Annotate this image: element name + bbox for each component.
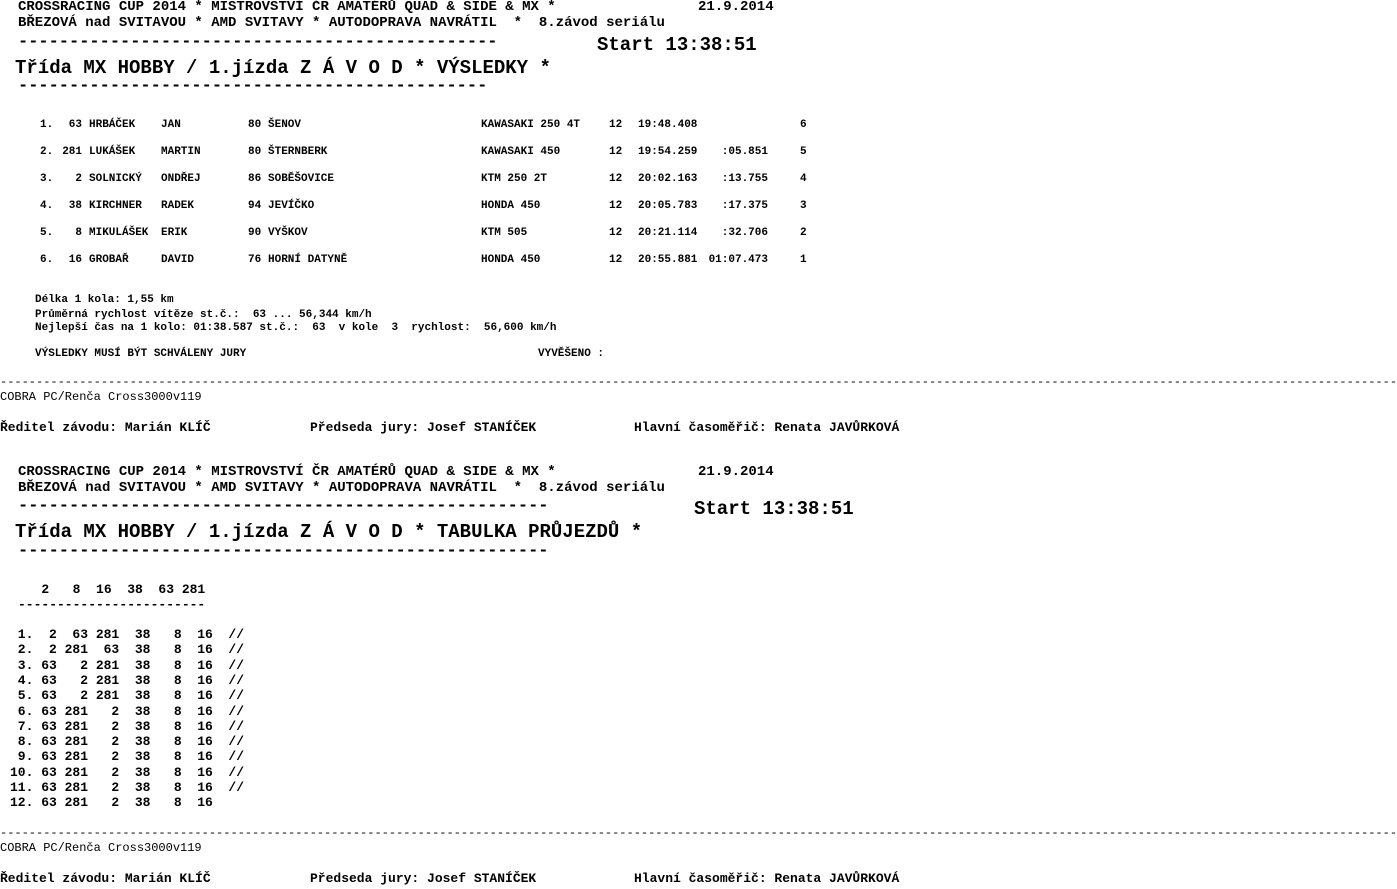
cell-surname: HRBÁČEK [89, 119, 136, 131]
cell-num: 2 [75, 173, 82, 185]
lap-row: 1. 2 63 281 38 8 16 // [10, 627, 245, 642]
cell-time: 20:55.881 [638, 254, 698, 266]
cell-pos: 1. [40, 119, 54, 131]
footer-separator: -------------------------------------------------------------------------------------------------------------------------------------------------------------------------------------------------- [0, 375, 1397, 389]
lap-row: 4. 63 2 281 38 8 16 // [10, 672, 245, 688]
cell-num: 16 [68, 254, 82, 266]
cell-num: 63 [68, 119, 82, 131]
cell-time: 19:54.259 [638, 146, 698, 158]
cell-surname: LUKÁŠEK [89, 146, 136, 158]
cell-gap: :13.755 [721, 173, 768, 185]
cell-surname: GROBAŘ [89, 254, 129, 266]
cell-num: 8 [75, 227, 82, 239]
software-label: COBRA PC/Renča Cross3000v119 [0, 390, 202, 404]
cell-gap: 01:07.473 [708, 254, 768, 266]
cell-name: DAVID [161, 254, 195, 266]
race-director: Ředitel závodu: Marián KLÍČ [0, 871, 211, 886]
cell-laps: 12 [609, 200, 623, 212]
cell-surname: MIKULÁŠEK [89, 227, 149, 239]
race-director: Ředitel závodu: Marián KLÍČ [0, 420, 211, 435]
cell-name: ERIK [161, 227, 188, 239]
software-label: COBRA PC/Renča Cross3000v119 [0, 841, 202, 855]
cell-year: 86 [248, 173, 262, 185]
start-time: Start 13:38:51 [597, 34, 757, 56]
cell-surname: KIRCHNER [89, 200, 142, 212]
cell-bike: KAWASAKI 450 [481, 146, 561, 158]
cell-time: 19:48.408 [638, 119, 698, 131]
lap-row: 2. 2 281 63 38 8 16 // [10, 642, 245, 658]
lap-row: 12. 63 281 2 38 8 16 [10, 795, 213, 811]
cell-bike: KAWASAKI 250 4T [481, 119, 581, 131]
start-dashes: ----------------------------------------------- [18, 33, 498, 52]
lap-row: 7. 63 281 2 38 8 16 // [10, 718, 245, 734]
cell-name: ONDŘEJ [161, 173, 201, 185]
chief-timekeeper: Hlavní časoměřič: Renata JAVŮRKOVÁ [634, 871, 900, 886]
series-header-line: CROSSRACING CUP 2014 * MISTROVSTVÍ ČR AMATÉRŮ QUAD & SIDE & MX * [18, 464, 556, 480]
lap-row: 9. 63 281 2 38 8 16 // [10, 749, 245, 765]
cell-city: ŠENOV [268, 119, 302, 131]
cell-gap: :32.706 [721, 227, 768, 239]
cell-laps: 12 [609, 173, 623, 185]
title-dashes: ---------------------------------------------------- [18, 542, 549, 561]
cell-laps: 12 [609, 146, 623, 158]
event-date: 21.9.2014 [698, 0, 774, 15]
cell-surname: SOLNICKÝ [89, 173, 142, 185]
posted-label: VYVĚŠENO : [538, 348, 605, 360]
cell-time: 20:05.783 [638, 200, 698, 212]
cell-city: JEVÍČKO [268, 200, 315, 212]
lap-row: 3. 63 2 281 38 8 16 // [10, 657, 245, 673]
cell-city: HORNÍ DATYNĚ [268, 254, 348, 266]
title-dashes: ---------------------------------------------- [18, 77, 488, 96]
best-lap: Nejlepší čas na 1 kolo: 01:38.587 st.č.: 63 v kole 3 rychlost: 56,600 km/h [35, 322, 557, 334]
cell-city: SOBĚŠOVICE [268, 173, 335, 185]
cell-time: 20:21.114 [638, 227, 698, 239]
series-header-line: CROSSRACING CUP 2014 * MISTROVSTVÍ ČR AMATÉRŮ QUAD & SIDE & MX * [18, 0, 556, 15]
event-date: 21.9.2014 [698, 464, 774, 480]
cell-bike: KTM 505 [481, 227, 528, 239]
chief-timekeeper: Hlavní časoměřič: Renata JAVŮRKOVÁ [634, 420, 900, 435]
cell-name: MARTIN [161, 146, 201, 158]
cell-bike: HONDA 450 [481, 254, 541, 266]
cell-year: 80 [248, 119, 262, 131]
footer-separator: -------------------------------------------------------------------------------------------------------------------------------------------------------------------------------------------------- [0, 826, 1397, 840]
jury-chairman: Předseda jury: Josef STANÍČEK [310, 871, 537, 886]
lap-chart-header-dashes: ------------------------ [18, 597, 206, 612]
lap-length: Délka 1 kola: 1,55 km [35, 294, 174, 306]
cell-year: 80 [248, 146, 262, 158]
results-title: Třída MX HOBBY / 1.jízda Z Á V O D * VÝSLEDKY * [15, 57, 551, 79]
cell-city: VYŠKOV [268, 227, 308, 239]
lap-row: 5. 63 2 281 38 8 16 // [10, 688, 245, 704]
cell-gap: :05.851 [721, 146, 768, 158]
jury-chairman: Předseda jury: Josef STANÍČEK [310, 420, 537, 435]
cell-pts: 1 [800, 254, 807, 266]
cell-year: 90 [248, 227, 262, 239]
cell-pts: 4 [800, 173, 807, 185]
cell-bike: HONDA 450 [481, 200, 541, 212]
lap-row: 8. 63 281 2 38 8 16 // [10, 734, 245, 750]
cell-gap: :17.375 [721, 200, 768, 212]
lap-chart-header: 2 8 16 38 63 281 [18, 582, 206, 597]
cell-pts: 3 [800, 200, 807, 212]
lap-row: 10. 63 281 2 38 8 16 // [10, 764, 245, 780]
event-header-line: BŘEZOVÁ nad SVITAVOU * AMD SVITAVY * AUTODOPRAVA NAVRÁTIL * 8.závod seriálu [18, 480, 665, 496]
cell-pos: 2. [40, 146, 54, 158]
cell-pts: 2 [800, 227, 807, 239]
lap-row: 6. 63 281 2 38 8 16 // [10, 703, 245, 719]
cell-num: 38 [68, 200, 82, 212]
cell-bike: KTM 250 2T [481, 173, 548, 185]
approval-note: VÝSLEDKY MUSÍ BÝT SCHVÁLENY JURY [35, 348, 247, 360]
event-header-line: BŘEZOVÁ nad SVITAVOU * AMD SVITAVY * AUTODOPRAVA NAVRÁTIL * 8.závod seriálu [18, 15, 665, 31]
winner-average-speed: Průměrná rychlost vítěze st.č.: 63 ... 56,344 km/h [35, 309, 372, 321]
cell-laps: 12 [609, 254, 623, 266]
cell-laps: 12 [609, 227, 623, 239]
cell-num: 281 [62, 146, 82, 158]
lap-row: 11. 63 281 2 38 8 16 // [10, 780, 245, 795]
cell-pts: 5 [800, 146, 807, 158]
cell-year: 76 [248, 254, 262, 266]
cell-pos: 5. [40, 227, 54, 239]
cell-name: JAN [161, 119, 181, 131]
cell-year: 94 [248, 200, 262, 212]
cell-laps: 12 [609, 119, 623, 131]
start-time: Start 13:38:51 [694, 498, 854, 520]
cell-pos: 4. [40, 200, 54, 212]
cell-pos: 3. [40, 173, 54, 185]
cell-time: 20:02.163 [638, 173, 698, 185]
start-dashes: ---------------------------------------------------- [18, 497, 549, 516]
cell-name: RADEK [161, 200, 195, 212]
lap-chart-title: Třída MX HOBBY / 1.jízda Z Á V O D * TABULKA PRŮJEZDŮ * [15, 521, 643, 543]
cell-pos: 6. [40, 254, 54, 266]
cell-city: ŠTERNBERK [268, 146, 328, 158]
cell-pts: 6 [800, 119, 807, 131]
